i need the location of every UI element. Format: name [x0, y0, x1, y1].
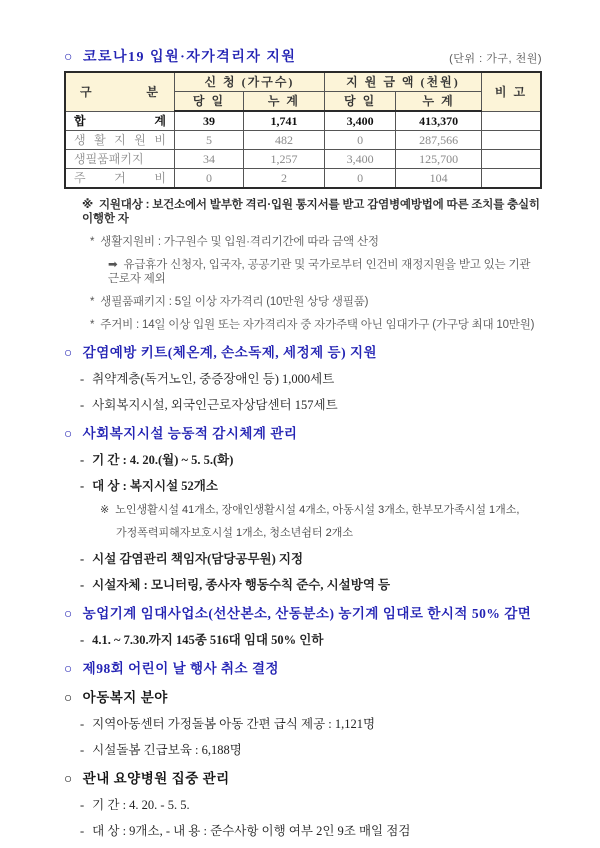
note-text: 생필품패키지 : 5일 이상 자가격리 (10만원 상당 생필품) — [100, 296, 369, 308]
table-notes — [64, 198, 542, 332]
cell-apply-total: 482 — [243, 131, 324, 150]
bullet-text: 대 상 : 9개소, - 내 용 : 준수사항 이행 여부 2인 9조 매일 점검 — [92, 824, 411, 838]
table-row-housing — [65, 169, 541, 189]
bullet-monitoring-period — [80, 452, 542, 468]
reference-mark-icon: ※ — [100, 504, 110, 516]
bullet-text: 시설자체 : 모니터링, 종사자 행동수칙 준수, 시설방역 등 — [92, 578, 391, 592]
circle-bullet-icon: ○ — [64, 771, 73, 786]
heading-text: 감염예방 키트(체온계, 손소독제, 세정제 등) 지원 — [82, 345, 378, 360]
dash-icon: - — [80, 633, 85, 647]
header-amount-cumulative: 누 계 — [396, 92, 482, 112]
cell-apply-total: 2 — [243, 169, 324, 189]
dash-icon: - — [80, 798, 85, 812]
row-label: 생필품패키지 — [65, 150, 174, 169]
header-apply-daily: 당 일 — [174, 92, 243, 112]
note-exclusion — [108, 258, 542, 286]
cell-amount-daily: 0 — [324, 131, 395, 150]
bullet-hospital-target-content — [80, 823, 542, 839]
circle-bullet-icon: ○ — [64, 661, 73, 676]
bullet-text: 시설돌봄 긴급보육 : 6,188명 — [92, 743, 242, 757]
heading-text: 아동복지 분야 — [82, 690, 168, 705]
cell-apply-total: 1,741 — [243, 111, 324, 131]
subnote-facility-breakdown — [100, 502, 542, 518]
bullet-monitoring-target — [80, 478, 542, 494]
asterisk-icon: * — [90, 236, 95, 248]
section-heading-childrens-day — [64, 661, 542, 677]
bullet-rental-discount — [80, 632, 542, 648]
header-amount: 지 원 금 액 (천원) — [324, 72, 481, 92]
cell-amount-total: 413,370 — [396, 111, 482, 131]
cell-apply-daily: 5 — [174, 131, 243, 150]
dash-icon: - — [80, 578, 85, 592]
bullet-vulnerable-groups — [80, 371, 542, 387]
circle-bullet-icon: ○ — [64, 606, 73, 621]
cell-amount-daily: 3,400 — [324, 111, 395, 131]
dash-icon: - — [80, 453, 85, 467]
support-table — [64, 71, 542, 189]
bullet-text: 대 상 : 복지시설 52개소 — [92, 479, 218, 493]
cell-amount-daily: 3,400 — [324, 150, 395, 169]
heading-text: 관내 요양병원 집중 관리 — [82, 771, 230, 786]
note-text: 지원대상 : 보건소에서 발부한 격리·입원 통지서를 받고 감염병예방법에 따른 조치를 충실히 이행한 자 — [82, 199, 540, 225]
cell-note — [481, 111, 541, 131]
subnote-facility-breakdown-cont — [116, 525, 542, 541]
cell-note — [481, 169, 541, 189]
note-text: 유급휴가 신청자, 입국자, 공공기관 및 국가로부터 인건비 재정지원을 받고 있는 기관 근로자 제외 — [108, 259, 531, 285]
heading-text: 제98회 어린이 날 행사 취소 결정 — [82, 661, 280, 676]
bullet-welfare-facilities-kits — [80, 397, 542, 413]
title-row — [64, 46, 542, 66]
note-living-support — [90, 235, 542, 249]
header-note: 비 고 — [481, 72, 541, 111]
cell-amount-daily: 0 — [324, 169, 395, 189]
row-label: 합 계 — [65, 111, 174, 131]
cell-apply-total: 1,257 — [243, 150, 324, 169]
bullet-text: 기 간 : 4. 20. - 5. 5. — [92, 798, 190, 812]
cell-apply-daily: 39 — [174, 111, 243, 131]
header-amount-daily: 당 일 — [324, 92, 395, 112]
dash-icon: - — [80, 743, 85, 757]
cell-note — [481, 131, 541, 150]
header-group: 구 분 — [65, 72, 174, 111]
dash-icon: - — [80, 552, 85, 566]
header-apply: 신 청 (가구수) — [174, 72, 324, 92]
dash-icon: - — [80, 372, 85, 386]
row-label: 생 활 지 원 비 — [65, 131, 174, 150]
table-header-row-1 — [65, 72, 541, 92]
subnote-text: 노인생활시설 41개소, 장애인생활시설 4개소, 아동시설 3개소, 한부모가족시설 1개소, — [115, 504, 520, 516]
cell-note — [481, 150, 541, 169]
note-text: 생활지원비 : 가구원수 및 입원·격리기간에 따라 금액 산정 — [100, 236, 379, 248]
table-row-living-support — [65, 131, 541, 150]
bullet-emergency-childcare — [80, 742, 542, 758]
heading-text: 사회복지시설 능동적 감시체계 관리 — [82, 426, 298, 441]
cell-amount-total: 287,566 — [396, 131, 482, 150]
bullet-text: 기 간 : 4. 20.(월) ~ 5. 5.(화) — [92, 453, 234, 467]
cell-apply-daily: 0 — [174, 169, 243, 189]
bullet-text: 지역아동센터 가정돌봄 아동 간편 급식 제공 : 1,121명 — [92, 717, 376, 731]
bullet-child-meal-support — [80, 716, 542, 732]
cell-amount-total: 104 — [396, 169, 482, 189]
page-title-text: 코로나19 입원·자가격리자 지원 — [82, 50, 297, 65]
asterisk-icon: * — [90, 319, 95, 331]
reference-mark-icon: ※ — [82, 199, 93, 211]
section-heading-prevention-kit — [64, 345, 542, 361]
cell-apply-daily: 34 — [174, 150, 243, 169]
note-support-target — [82, 198, 542, 226]
circle-bullet-icon: ○ — [64, 690, 73, 705]
header-apply-cumulative: 누 계 — [243, 92, 324, 112]
bullet-hospital-period — [80, 797, 542, 813]
bullet-text: 시설 감염관리 책임자(담당공무원) 지정 — [92, 552, 304, 566]
right-arrow-icon: ➡ — [108, 259, 118, 271]
bullet-text: 4.1. ~ 7.30.까지 145종 516대 임대 50% 인하 — [92, 633, 324, 647]
section-heading-monitoring — [64, 426, 542, 442]
bullet-facility-self-management — [80, 577, 542, 593]
note-housing — [90, 318, 542, 332]
bullet-text: 취약계층(독거노인, 중증장애인 등) 1,000세트 — [92, 372, 335, 386]
document-body — [64, 345, 542, 839]
asterisk-icon: * — [90, 296, 95, 308]
page-title — [64, 46, 296, 66]
bullet-infection-manager — [80, 551, 542, 567]
dash-icon: - — [80, 824, 85, 838]
note-text: 주거비 : 14일 이상 입원 또는 자가격리자 중 자가주택 아닌 임대가구 (가구당 최대 10만원) — [100, 319, 535, 331]
section-heading-farm-machinery — [64, 606, 542, 622]
section-heading-nursing-hospitals — [64, 771, 542, 787]
cell-amount-total: 125,700 — [396, 150, 482, 169]
table-row-total — [65, 111, 541, 131]
dash-icon: - — [80, 479, 85, 493]
table-row-necessity-package — [65, 150, 541, 169]
circle-bullet-icon: ○ — [64, 345, 73, 360]
dash-icon: - — [80, 398, 85, 412]
section-heading-child-welfare — [64, 690, 542, 706]
note-necessity-package — [90, 295, 542, 309]
subnote-text: 가정폭력피해자보호시설 1개소, 청소년쉼터 2개소 — [116, 527, 353, 539]
circle-bullet-icon: ○ — [64, 50, 74, 65]
circle-bullet-icon: ○ — [64, 426, 73, 441]
unit-label: (단위 : 가구, 천원) — [449, 53, 542, 65]
dash-icon: - — [80, 717, 85, 731]
heading-text: 농업기계 임대사업소(선산본소, 산동분소) 농기계 임대로 한시적 50% 감면 — [82, 606, 532, 621]
row-label: 주 거 비 — [65, 169, 174, 189]
bullet-text: 사회복지시설, 외국인근로자상담센터 157세트 — [92, 398, 338, 412]
